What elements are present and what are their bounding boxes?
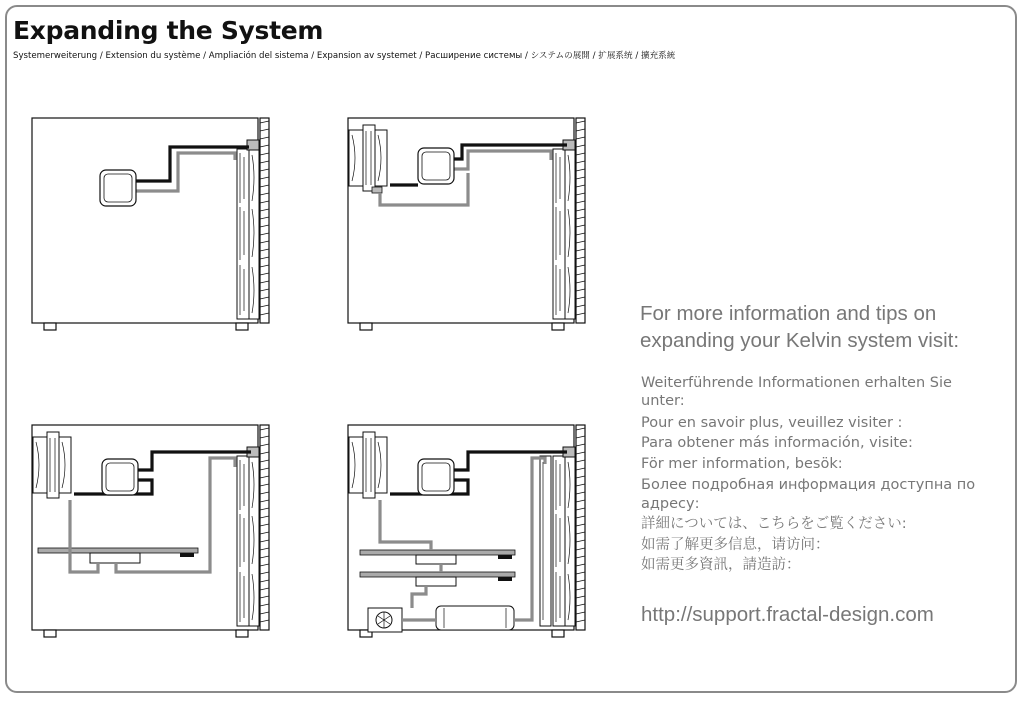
info-line-ru-1: Более подробная информация доступна по (641, 477, 976, 493)
diagram-dual-gpu-loop-with-pump-reservoir (346, 422, 591, 642)
diagram-cpu-cooler-with-extra-radiator (346, 115, 591, 335)
info-line-ja: 詳細については、こちらをご覧ください: (641, 516, 907, 532)
info-line-de-2: unter: (641, 393, 685, 409)
info-line-es: Para obtener más información, visite: (641, 435, 913, 451)
info-heading-line-2: expanding your Kelvin system visit: (640, 329, 960, 352)
diagram-cpu-cooler-with-radiator (30, 115, 275, 335)
info-line-sv: För mer information, besök: (641, 456, 843, 472)
info-line-ru-2: адресу: (641, 496, 700, 512)
page-subtitle: Systemerweiterung / Extension du système / Ampliación del sistema / Expansion av systemet / Расширение системы / システムの展開 / 扩展系统 / 擴充系統 (13, 51, 676, 61)
diagram-cpu-and-gpu-loop (30, 422, 275, 642)
info-line-zh-cn: 如需了解更多信息，请访问： (641, 537, 830, 553)
info-line-de-1: Weiterführende Informationen erhalten Sie (641, 375, 952, 391)
info-line-zh-tw: 如需更多資訊，請造訪： (641, 557, 801, 573)
page-title: Expanding the System (13, 16, 324, 45)
info-heading-line-1: For more information and tips on (640, 302, 937, 325)
info-line-fr: Pour en savoir plus, veuillez visiter : (641, 415, 903, 431)
info-heading (640, 300, 1010, 354)
support-url-link[interactable]: http://support.fractal-design.com (641, 603, 934, 626)
